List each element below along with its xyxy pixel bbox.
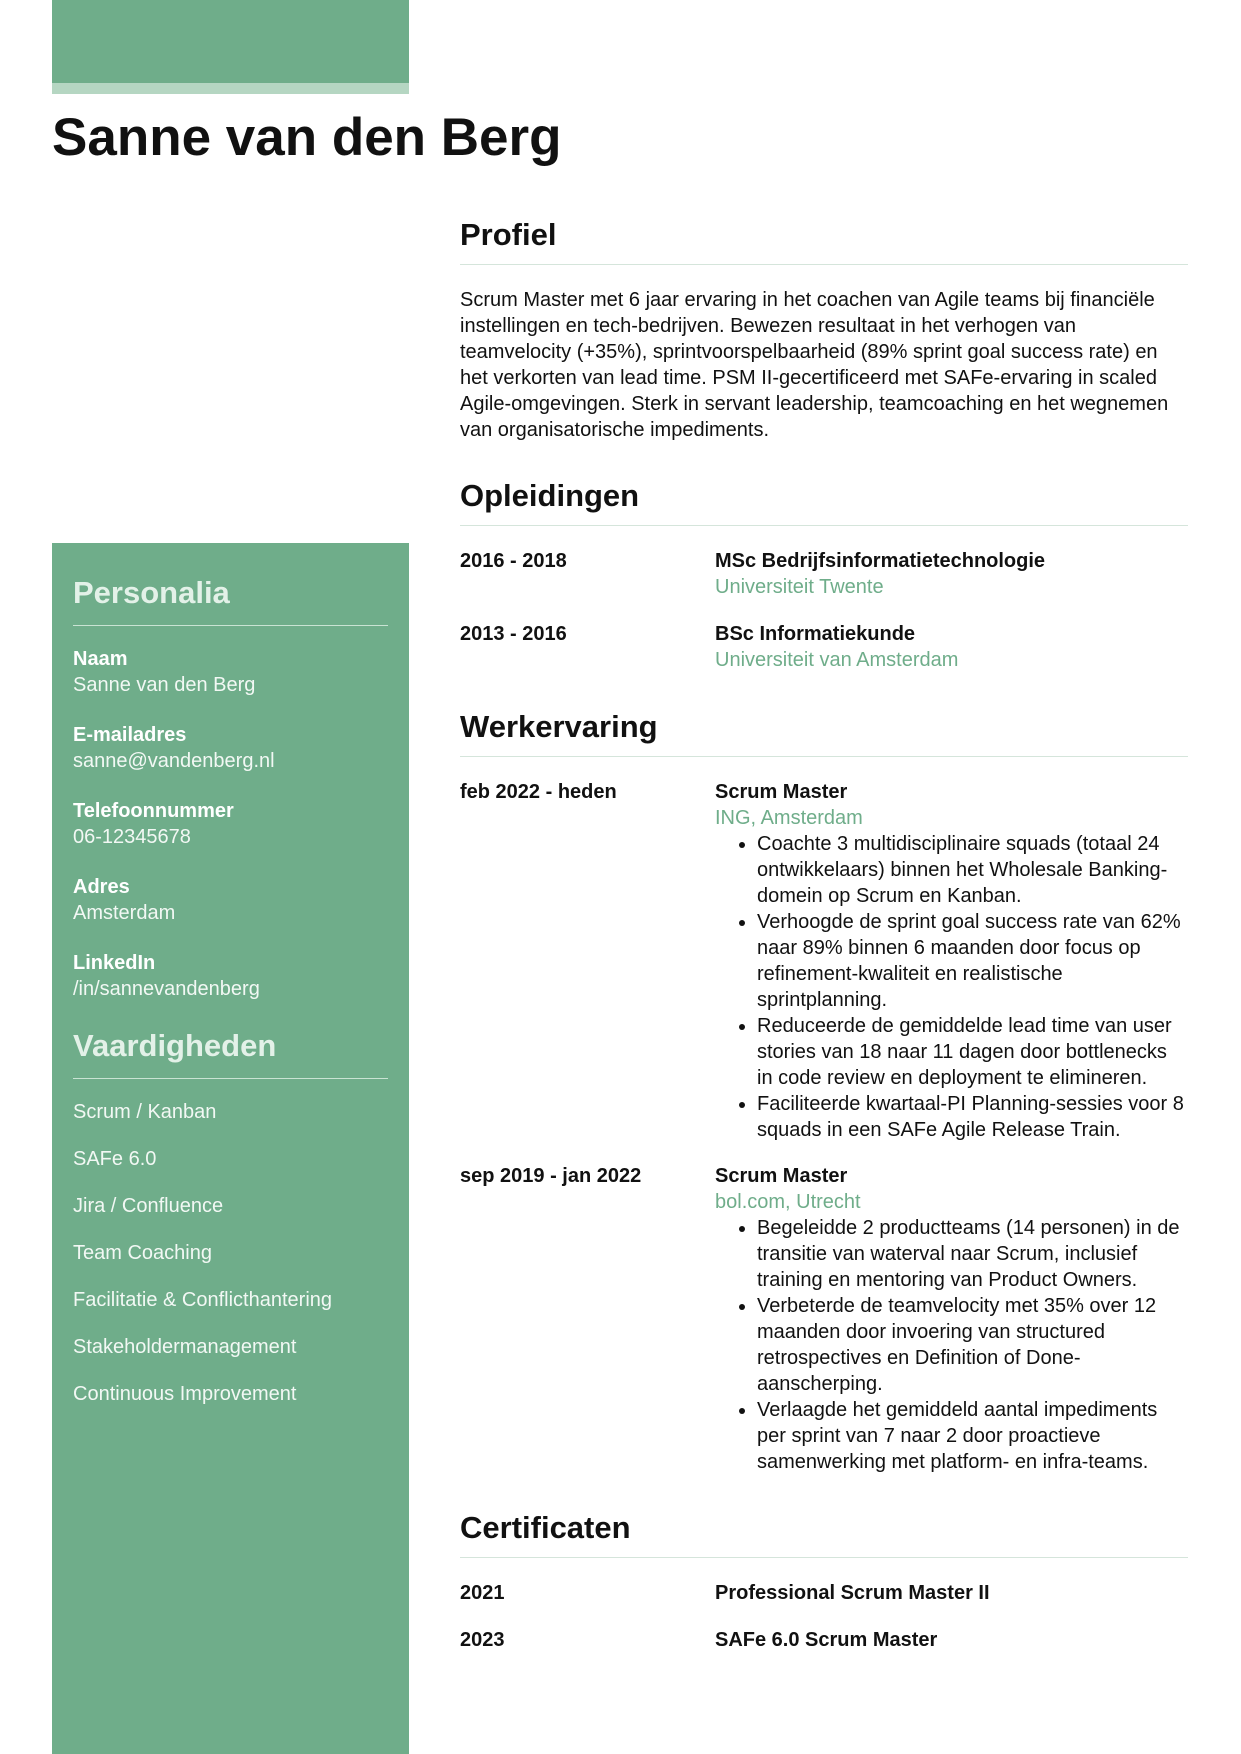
skill-item: SAFe 6.0: [73, 1148, 157, 1170]
info-phone: [73, 798, 388, 850]
entry-title: SAFe 6.0 Scrum Master: [715, 1629, 938, 1651]
entry-title: Scrum Master: [715, 1165, 848, 1187]
info-label: Telefoonnummer: [73, 800, 234, 822]
education-entry: [460, 548, 1188, 600]
main-content: [460, 212, 1188, 1674]
bullet-item: • Verlaagde het gemiddeld aantal impediments per sprint van 7 naar 2 door proactieve samenwerking met platform- en infra-teams.: [757, 1397, 1188, 1475]
divider: [460, 525, 1188, 526]
certificate-entry: [460, 1580, 1188, 1606]
certificate-entry: [460, 1627, 1188, 1653]
entry-title: Scrum Master: [715, 781, 848, 803]
info-value: 06-12345678: [73, 826, 191, 848]
entry-title: BSc Informatiekunde: [715, 623, 916, 645]
bullet-item: • Verbeterde de teamvelocity met 35% over 12 maanden door invoering van structured retrospectives en Definition of Done-aanscherping.: [757, 1293, 1188, 1397]
work-section: [460, 704, 1188, 1475]
section-heading: Certificaten: [460, 1510, 631, 1545]
divider: [73, 625, 388, 626]
work-entry: [460, 779, 1188, 1143]
divider: [73, 1078, 388, 1079]
sidebar: [52, 543, 409, 1754]
skill-item: Stakeholdermanagement: [73, 1336, 297, 1358]
entry-date: 2013 - 2016: [460, 623, 567, 645]
profile-section: [460, 212, 1188, 443]
entry-title: MSc Bedrijfsinformatietechnologie: [715, 550, 1046, 572]
education-section: [460, 473, 1188, 673]
bullet-item: • Coachte 3 multidisciplinaire squads (totaal 24 ontwikkelaars) binnen het Wholesale Banking-domein op Scrum en Kanban.: [757, 831, 1188, 909]
skill-item: Facilitatie & Conflicthantering: [73, 1289, 333, 1311]
entry-date: 2021: [460, 1582, 505, 1604]
info-value: Sanne van den Berg: [73, 674, 256, 696]
skills-heading: Vaardigheden: [73, 1028, 277, 1063]
info-value: sanne@vandenberg.nl: [73, 750, 275, 772]
profile-text: Scrum Master met 6 jaar ervaring in het coachen van Agile teams bij financiële instellingen en tech-bedrijven. Bewezen resultaat in het verhogen van teamvelocity (+35%), sprintvoorspelbaarheid (89% sprint goal success rate) en het verkorten van lead time. PSM II-gecertificeerd met SAFe-ervaring in scaled Agile-omgevingen. Sterk in servant leadership, teamcoaching en het wegnemen van organisatorische impediments.: [460, 289, 1169, 441]
divider: [460, 756, 1188, 757]
entry-org: Universiteit van Amsterdam: [715, 649, 959, 671]
bullet-item: • Begeleidde 2 productteams (14 personen) in de transitie van waterval naar Scrum, inclusief training en mentoring van Product Owners.: [757, 1215, 1188, 1293]
skill-item: Team Coaching: [73, 1242, 212, 1264]
divider: [460, 1557, 1188, 1558]
entry-date: sep 2019 - jan 2022: [460, 1165, 642, 1187]
certificates-section: [460, 1505, 1188, 1653]
skill-item: Continuous Improvement: [73, 1383, 297, 1405]
bullet-item: • Faciliteerde kwartaal-PI Planning-sessies voor 8 squads in een SAFe Agile Release Train.: [757, 1091, 1188, 1143]
work-entry: [460, 1163, 1188, 1475]
skill-list: [73, 1099, 388, 1407]
info-email: [73, 722, 388, 774]
candidate-name: Sanne van den Berg: [52, 108, 562, 167]
section-heading: Profiel: [460, 217, 557, 252]
info-label: E-mailadres: [73, 724, 187, 746]
entry-title: Professional Scrum Master II: [715, 1582, 990, 1604]
education-entry: [460, 621, 1188, 673]
header-accent-band: [52, 0, 409, 83]
info-label: LinkedIn: [73, 952, 156, 974]
info-label: Naam: [73, 648, 128, 670]
entry-org: bol.com, Utrecht: [715, 1191, 861, 1213]
divider: [460, 264, 1188, 265]
info-linkedin: [73, 950, 388, 1002]
bullet-list: [715, 831, 1188, 1143]
info-value: Amsterdam: [73, 902, 176, 924]
bullet-list: [715, 1215, 1188, 1475]
skill-item: Jira / Confluence: [73, 1195, 224, 1217]
entry-org: Universiteit Twente: [715, 576, 884, 598]
info-label: Adres: [73, 876, 130, 898]
info-name: [73, 646, 388, 698]
personalia-heading: Personalia: [73, 575, 230, 610]
bullet-item: • Reduceerde de gemiddelde lead time van user stories van 18 naar 11 dagen door bottlenecks in code review en deployment te elimineren.: [757, 1013, 1188, 1091]
entry-date: feb 2022 - heden: [460, 781, 617, 803]
section-heading: Opleidingen: [460, 478, 640, 513]
skill-item: Scrum / Kanban: [73, 1101, 217, 1123]
bullet-item: • Verhoogde de sprint goal success rate van 62% naar 89% binnen 6 maanden door focus op refinement-kwaliteit en realistische sprintplanning.: [757, 909, 1188, 1013]
header-accent-stripe: [52, 83, 409, 94]
info-address: [73, 874, 388, 926]
section-heading: Werkervaring: [460, 709, 658, 744]
entry-org: ING, Amsterdam: [715, 807, 863, 829]
entry-date: 2016 - 2018: [460, 550, 567, 572]
info-value: /in/sannevandenberg: [73, 978, 260, 1000]
entry-date: 2023: [460, 1629, 505, 1651]
